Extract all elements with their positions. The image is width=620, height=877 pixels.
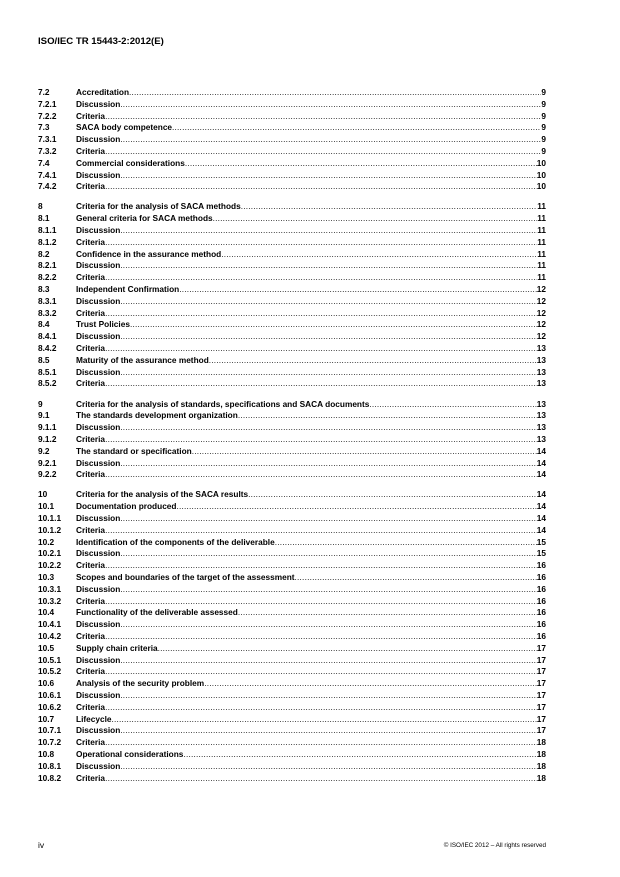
toc-entry-title: Lifecycle [76,713,112,724]
toc-entry-title: Discussion [76,98,121,109]
toc-section-group [38,201,546,390]
toc-entry-page: 17 [536,654,546,665]
toc-entry-title: Criteria [76,343,106,354]
toc-entry-number: 10.8.2 [38,772,62,783]
toc-leader-dots [105,111,541,123]
toc-entry-number: 8.5 [38,354,50,365]
toc-entry[interactable] [38,134,546,146]
toc-leader-dots [213,213,538,225]
toc-leader-dots [179,284,537,296]
toc-entry-title: Criteria [76,595,106,606]
toc-entry[interactable] [38,225,546,237]
toc-entry[interactable] [38,469,546,481]
toc-entry-title: Criteria [76,272,106,283]
toc-entry-page: 12 [536,319,546,330]
toc-entry-page: 16 [536,619,546,630]
toc-leader-dots [120,225,537,237]
toc-leader-dots [120,584,537,596]
toc-section-group [38,489,546,784]
toc-entry-number: 10.8.1 [38,760,62,771]
toc-leader-dots [105,631,537,643]
toc-leader-dots [120,725,537,737]
toc-leader-dots [238,410,537,422]
toc-leader-dots [105,525,537,537]
toc-entry-page: 11 [537,236,546,247]
toc-entry-number: 10 [38,489,48,500]
toc-entry-number: 10.6.1 [38,689,62,700]
toc-entry-number: 10.6 [38,678,55,689]
toc-entry-page: 9 [541,98,546,109]
toc-entry-title: Supply chain criteria [76,642,158,653]
toc-entry[interactable] [38,643,546,655]
toc-entry-title: The standard or specification [76,445,192,456]
toc-leader-dots [120,619,537,631]
toc-entry-number: 9 [38,398,43,409]
toc-entry-page: 9 [541,122,546,133]
toc-leader-dots [120,422,537,434]
toc-entry-title: Criteria [76,110,106,121]
toc-entry-number: 9.1.2 [38,433,57,444]
toc-leader-dots [120,331,537,343]
toc-leader-dots [105,272,537,284]
toc-entry-number: 7.2.2 [38,110,57,121]
toc-entry-title: Discussion [76,654,121,665]
toc-entry-number: 10.4 [38,607,55,618]
toc-entry-page: 11 [537,272,546,283]
toc-entry[interactable] [38,296,546,308]
toc-entry[interactable] [38,249,546,261]
toc-entry-page: 10 [536,157,546,168]
toc-entry-title: Discussion [76,548,121,559]
toc-entry-number: 7.2.1 [38,98,57,109]
toc-entry-page: 15 [536,536,546,547]
toc-entry-number: 10.7 [38,713,55,724]
toc-entry-title: Documentation produced [76,501,177,512]
toc-leader-dots [105,434,537,446]
toc-entry-page: 16 [536,595,546,606]
toc-entry-title: Discussion [76,583,121,594]
table-of-contents [38,87,546,793]
toc-entry-page: 14 [536,489,546,500]
toc-entry-page: 14 [536,512,546,523]
toc-section-group [38,399,546,482]
toc-entry-number: 10.5 [38,642,55,653]
toc-entry-title: Discussion [76,457,121,468]
toc-entry-page: 16 [536,583,546,594]
toc-entry-title: SACA body competence [76,122,173,133]
toc-entry-title: Criteria for the analysis of the SACA results [76,489,249,500]
toc-entry[interactable] [38,607,546,619]
toc-leader-dots [120,134,541,146]
toc-entry[interactable] [38,343,546,355]
toc-entry[interactable] [38,284,546,296]
toc-leader-dots [105,469,537,481]
toc-entry-page: 13 [536,398,546,409]
toc-leader-dots [192,446,537,458]
toc-entry[interactable] [38,737,546,749]
toc-entry-number: 7.3.2 [38,145,57,156]
toc-entry-number: 8.2.1 [38,260,57,271]
toc-entry[interactable] [38,501,546,513]
toc-entry-title: Discussion [76,760,121,771]
toc-entry[interactable] [38,537,546,549]
toc-entry-page: 13 [536,422,546,433]
toc-entry[interactable] [38,666,546,678]
toc-entry-title: Discussion [76,295,121,306]
toc-entry-number: 9.2.1 [38,457,57,468]
toc-entry-number: 8.1.2 [38,236,57,247]
toc-entry-number: 10.6.2 [38,701,62,712]
toc-leader-dots [241,201,537,213]
toc-entry[interactable] [38,181,546,193]
toc-leader-dots [120,260,537,272]
toc-leader-dots [105,596,537,608]
toc-entry[interactable] [38,111,546,123]
toc-leader-dots [120,513,537,525]
toc-entry-title: Criteria [76,737,106,748]
toc-entry-title: Scopes and boundaries of the target of the assessment [76,571,295,582]
toc-entry-number: 9.2 [38,445,50,456]
toc-leader-dots [177,501,537,513]
toc-entry[interactable] [38,596,546,608]
toc-entry[interactable] [38,158,546,170]
toc-entry[interactable] [38,434,546,446]
toc-entry-number: 10.2.2 [38,560,62,571]
toc-entry-title: Criteria for the analysis of standards, specifications and SACA documents [76,398,370,409]
toc-entry-page: 18 [536,760,546,771]
toc-entry-title: Criteria [76,181,106,192]
toc-entry[interactable] [38,99,546,111]
toc-entry-page: 14 [536,501,546,512]
toc-entry[interactable] [38,378,546,390]
toc-entry[interactable] [38,513,546,525]
toc-entry-title: Discussion [76,169,121,180]
toc-entry-title: Discussion [76,422,121,433]
toc-leader-dots [172,122,541,134]
toc-entry-title: Criteria [76,307,106,318]
toc-entry-number: 7.4.1 [38,169,57,180]
toc-leader-dots [120,458,537,470]
toc-leader-dots [120,655,537,667]
toc-entry-number: 8.5.1 [38,366,57,377]
toc-entry-page: 14 [536,524,546,535]
toc-leader-dots [105,773,537,785]
toc-entry-title: Operational considerations [76,748,184,759]
toc-entry-title: Criteria for the analysis of SACA methods [76,201,241,212]
toc-section-group [38,87,546,193]
toc-entry[interactable] [38,399,546,411]
toc-entry-number: 8.4.1 [38,331,57,342]
toc-entry[interactable] [38,87,546,99]
toc-entry-page: 16 [536,560,546,571]
toc-entry-title: Discussion [76,260,121,271]
toc-entry-number: 8.1 [38,213,50,224]
toc-entry-number: 7.4.2 [38,181,57,192]
toc-entry-page: 17 [536,666,546,677]
toc-entry-number: 7.4 [38,157,50,168]
toc-entry-title: Discussion [76,725,121,736]
toc-entry-title: Criteria [76,772,106,783]
toc-entry-number: 9.1 [38,410,50,421]
toc-entry[interactable] [38,213,546,225]
toc-entry[interactable] [38,702,546,714]
toc-entry-title: Criteria [76,236,106,247]
toc-entry-page: 17 [536,689,546,700]
toc-leader-dots [105,666,537,678]
toc-entry-page: 16 [536,630,546,641]
toc-entry[interactable] [38,690,546,702]
toc-entry-title: Criteria [76,469,106,480]
toc-entry-title: Identification of the components of the deliverable [76,536,275,547]
toc-leader-dots [204,678,537,690]
toc-entry-title: Discussion [76,331,121,342]
toc-entry-page: 18 [536,772,546,783]
toc-entry-number: 8.3 [38,284,50,295]
toc-leader-dots [112,714,537,726]
toc-entry-title: Discussion [76,366,121,377]
toc-entry[interactable] [38,489,546,501]
toc-entry-title: Criteria [76,524,106,535]
toc-entry-page: 9 [541,110,546,121]
toc-leader-dots [105,308,537,320]
toc-entry[interactable] [38,678,546,690]
copyright-notice: © ISO/IEC 2012 – All rights reserved [443,842,546,849]
toc-entry[interactable] [38,422,546,434]
toc-leader-dots [275,537,537,549]
toc-leader-dots [105,343,537,355]
toc-entry-page: 12 [536,331,546,342]
toc-entry-number: 10.1.1 [38,512,62,523]
toc-entry-number: 10.5.1 [38,654,62,665]
toc-entry-page: 13 [536,378,546,389]
toc-entry-number: 8 [38,201,43,212]
toc-entry-page: 12 [536,307,546,318]
toc-entry[interactable] [38,146,546,158]
toc-entry-page: 15 [536,548,546,559]
toc-entry[interactable] [38,548,546,560]
toc-entry[interactable] [38,631,546,643]
toc-entry-number: 8.1.1 [38,225,57,236]
toc-entry-page: 17 [536,725,546,736]
toc-leader-dots [120,548,537,560]
toc-entry-title: Commercial considerations [76,157,185,168]
toc-entry[interactable] [38,367,546,379]
toc-leader-dots [105,560,537,572]
toc-leader-dots [120,761,537,773]
toc-entry-number: 10.1.2 [38,524,62,535]
toc-entry-number: 10.7.1 [38,725,62,736]
toc-entry-number: 9.1.1 [38,422,57,433]
toc-entry-number: 7.3.1 [38,134,57,145]
toc-entry-number: 10.3.1 [38,583,62,594]
toc-entry-page: 16 [536,571,546,582]
document-header: ISO/IEC TR 15443-2:2012(E) [38,36,164,47]
toc-entry-title: Trust Policies [76,319,130,330]
toc-entry-number: 8.4.2 [38,343,57,354]
toc-entry[interactable] [38,331,546,343]
toc-entry-page: 9 [541,134,546,145]
toc-leader-dots [158,643,537,655]
toc-entry-page: 14 [536,445,546,456]
toc-entry-page: 14 [536,469,546,480]
toc-entry-title: The standards development organization [76,410,238,421]
toc-entry-title: Maturity of the assurance method [76,354,209,365]
toc-leader-dots [248,489,537,501]
toc-entry-title: Discussion [76,689,121,700]
toc-leader-dots [238,607,537,619]
toc-entry-page: 11 [537,248,546,259]
toc-entry[interactable] [38,525,546,537]
toc-entry[interactable] [38,355,546,367]
toc-entry-number: 10.4.2 [38,630,62,641]
toc-entry[interactable] [38,725,546,737]
toc-entry-page: 17 [536,701,546,712]
toc-leader-dots [185,158,537,170]
toc-leader-dots [105,378,537,390]
toc-entry-page: 9 [541,145,546,156]
toc-entry-page: 18 [536,748,546,759]
toc-entry[interactable] [38,237,546,249]
toc-leader-dots [105,181,537,193]
toc-leader-dots [105,146,541,158]
toc-leader-dots [183,749,536,761]
toc-entry[interactable] [38,170,546,182]
toc-leader-dots [120,367,537,379]
toc-entry[interactable] [38,619,546,631]
toc-entry-page: 11 [537,213,546,224]
toc-entry-number: 8.3.1 [38,295,57,306]
toc-entry-page: 13 [536,343,546,354]
toc-entry-number: 10.2 [38,536,55,547]
toc-entry-number: 10.3.2 [38,595,62,606]
toc-entry-page: 9 [541,87,546,97]
toc-entry-page: 12 [536,295,546,306]
toc-entry-number: 10.7.2 [38,737,62,748]
toc-entry-title: Discussion [76,134,121,145]
toc-entry-title: Criteria [76,433,106,444]
toc-entry-page: 14 [536,457,546,468]
toc-entry-page: 13 [536,366,546,377]
toc-entry-title: Discussion [76,225,121,236]
toc-entry-title: Criteria [76,630,106,641]
toc-entry-page: 13 [536,410,546,421]
toc-entry-page: 17 [536,678,546,689]
toc-entry-number: 8.4 [38,319,50,330]
toc-entry[interactable] [38,584,546,596]
toc-leader-dots [120,296,537,308]
toc-entry-title: Independent Confirmation [76,284,180,295]
toc-entry-number: 10.1 [38,501,55,512]
toc-entry-title: Functionality of the deliverable assessed [76,607,238,618]
toc-entry-title: Criteria [76,666,106,677]
toc-entry[interactable] [38,458,546,470]
toc-entry[interactable] [38,272,546,284]
toc-leader-dots [209,355,537,367]
toc-entry-number: 10.4.1 [38,619,62,630]
toc-entry[interactable] [38,749,546,761]
toc-entry[interactable] [38,319,546,331]
toc-entry[interactable] [38,446,546,458]
toc-entry-page: 18 [536,737,546,748]
toc-entry[interactable] [38,560,546,572]
toc-entry-page: 10 [536,169,546,180]
toc-leader-dots [120,690,537,702]
toc-entry-number: 8.2 [38,248,50,259]
toc-leader-dots [120,170,537,182]
toc-entry-title: Discussion [76,619,121,630]
toc-entry-page: 11 [537,225,546,236]
toc-entry[interactable] [38,655,546,667]
toc-entry-page: 13 [536,354,546,365]
toc-entry-page: 13 [536,433,546,444]
toc-leader-dots [105,237,537,249]
toc-entry-page: 17 [536,713,546,724]
toc-entry-number: 10.3 [38,571,55,582]
toc-entry-page: 12 [536,284,546,295]
toc-entry-number: 9.2.2 [38,469,57,480]
toc-entry-number: 10.2.1 [38,548,62,559]
toc-leader-dots [295,572,537,584]
toc-entry-title: Analysis of the security problem [76,678,205,689]
toc-leader-dots [105,702,537,714]
toc-entry-title: Accreditation [76,87,130,97]
toc-entry[interactable] [38,761,546,773]
toc-entry-title: Discussion [76,512,121,523]
toc-entry[interactable] [38,308,546,320]
toc-entry[interactable] [38,714,546,726]
toc-leader-dots [130,319,537,331]
toc-leader-dots [369,399,536,411]
toc-leader-dots [120,99,541,111]
toc-entry-title: Confidence in the assurance method [76,248,222,259]
toc-entry-title: Criteria [76,701,106,712]
toc-entry-page: 16 [536,607,546,618]
toc-entry-title: Criteria [76,145,106,156]
toc-leader-dots [221,249,537,261]
toc-entry-title: Criteria [76,560,106,571]
toc-entry-title: Criteria [76,378,106,389]
toc-entry-number: 10.8 [38,748,55,759]
toc-entry-page: 11 [537,201,546,212]
toc-entry-number: 10.5.2 [38,666,62,677]
toc-entry[interactable] [38,410,546,422]
toc-entry-number: 7.3 [38,122,50,133]
toc-leader-dots [129,87,541,99]
toc-entry-number: 8.3.2 [38,307,57,318]
toc-entry-page: 10 [536,181,546,192]
toc-entry-title: General criteria for SACA methods [76,213,213,224]
toc-entry[interactable] [38,260,546,272]
toc-entry[interactable] [38,572,546,584]
page-number: iv [38,840,45,850]
toc-entry-page: 17 [536,642,546,653]
toc-entry-number: 7.2 [38,87,50,97]
toc-leader-dots [105,737,537,749]
toc-entry-number: 8.2.2 [38,272,57,283]
toc-entry-page: 11 [537,260,546,271]
toc-entry[interactable] [38,773,546,785]
toc-entry-number: 8.5.2 [38,378,57,389]
toc-entry[interactable] [38,122,546,134]
toc-entry[interactable] [38,201,546,213]
